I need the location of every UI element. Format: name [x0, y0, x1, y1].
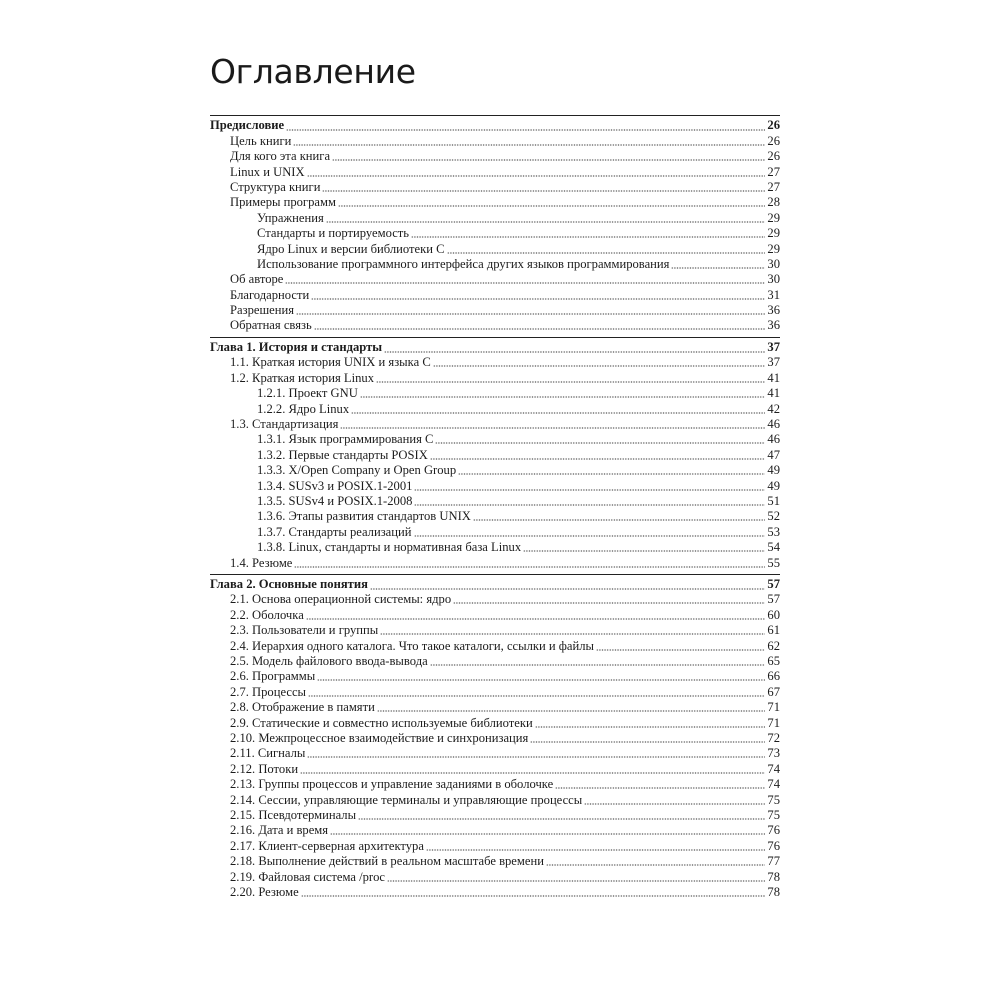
toc-subsection-entry[interactable]	[210, 524, 780, 539]
toc-section-entry[interactable]	[210, 684, 780, 699]
toc-page-number: 41	[767, 386, 780, 401]
toc-entry-title: 2.3. Пользователи и группы	[230, 623, 379, 638]
toc-page-number: 28	[767, 195, 780, 210]
toc-page-number: 29	[767, 241, 780, 256]
dot-leader	[433, 365, 766, 367]
dot-leader	[317, 679, 765, 681]
toc-page-number: 27	[767, 179, 780, 194]
toc-page-number: 31	[767, 287, 780, 302]
toc-page-number: 36	[767, 303, 780, 318]
toc-section-entry[interactable]	[210, 607, 780, 622]
dot-leader	[330, 833, 765, 835]
dot-leader	[306, 618, 766, 620]
toc-entry-title: Об авторе	[230, 272, 284, 287]
toc-section-entry[interactable]	[210, 623, 780, 638]
toc-entry-title: 2.4. Иерархия одного каталога. Что такое каталоги, ссылки и файлы	[230, 638, 595, 653]
toc-entry-title: 1.3.4. SUSv3 и POSIX.1-2001	[257, 478, 413, 493]
toc-page-number: 42	[767, 401, 780, 416]
toc-section-entry[interactable]	[210, 555, 780, 570]
dot-leader	[307, 175, 766, 177]
dot-leader	[596, 649, 765, 651]
toc-page-number: 49	[767, 463, 780, 478]
toc-entry-title: Цель книги	[230, 133, 292, 148]
toc-subsection-entry[interactable]	[210, 540, 780, 555]
toc-section-entry[interactable]	[210, 287, 780, 302]
toc-page-number: 46	[767, 432, 780, 447]
toc-subsection-entry[interactable]	[210, 432, 780, 447]
toc-section-entry[interactable]	[210, 869, 780, 884]
toc-entry-title: 1.3.1. Язык программирования С	[257, 432, 434, 447]
toc-entry-title: Предисловие	[210, 118, 285, 133]
toc-entry-title: 1.1. Краткая история UNIX и языка C	[230, 355, 431, 370]
toc-chapter-entry[interactable]	[210, 337, 780, 355]
toc-page-number: 61	[767, 623, 780, 638]
toc-page-number: 67	[767, 684, 780, 699]
toc-entry-title: Структура книги	[230, 179, 321, 194]
toc-section-entry[interactable]	[210, 272, 780, 287]
dot-leader	[308, 695, 765, 697]
toc-page-number: 49	[767, 478, 780, 493]
dot-leader	[296, 313, 765, 315]
toc-page-number: 46	[767, 417, 780, 431]
toc-entry-title: Обратная связь	[230, 318, 312, 333]
dot-leader	[426, 849, 765, 851]
toc-entry-title: 2.7. Процессы	[230, 684, 307, 699]
toc-subsection-entry[interactable]	[210, 210, 780, 225]
dot-leader	[360, 396, 766, 398]
toc-section-entry[interactable]	[210, 180, 780, 195]
toc-page-number: 74	[767, 777, 780, 792]
toc-page-number: 78	[767, 884, 780, 899]
toc-subsection-entry[interactable]	[210, 386, 780, 401]
toc-entry-title: 1.3. Стандартизация	[230, 417, 339, 431]
toc-page-number: 36	[767, 318, 780, 333]
toc-page-number: 77	[767, 854, 780, 869]
toc-section-entry[interactable]	[210, 715, 780, 730]
toc-page-number: 57	[767, 592, 780, 607]
toc-entry-title: Благодарности	[230, 287, 310, 302]
toc-page-number: 75	[767, 807, 780, 822]
toc-subsection-entry[interactable]	[210, 241, 780, 256]
toc-entry-title: Для кого эта книга	[230, 149, 331, 164]
toc-section-entry[interactable]	[210, 318, 780, 333]
dot-leader	[584, 803, 765, 805]
toc-section-entry[interactable]	[210, 669, 780, 684]
dot-leader	[546, 864, 765, 866]
toc-section-entry[interactable]	[210, 808, 780, 823]
toc-entry-title: 1.2.1. Проект GNU	[257, 386, 358, 401]
toc-subsection-entry[interactable]	[210, 509, 780, 524]
toc-page-number: 66	[767, 669, 780, 684]
dot-leader	[351, 412, 765, 414]
toc-section-entry[interactable]	[210, 731, 780, 746]
dot-leader	[340, 427, 765, 429]
dot-leader	[286, 129, 765, 131]
dot-leader	[414, 489, 765, 491]
toc-section-entry[interactable]	[210, 700, 780, 715]
toc-section-entry[interactable]	[210, 654, 780, 669]
toc-entry-title: 1.2.2. Ядро Linux	[257, 401, 350, 416]
dot-leader	[414, 535, 766, 537]
toc-entry-title: 2.19. Файловая система /proc	[230, 869, 386, 884]
dot-leader	[430, 664, 766, 666]
toc-subsection-entry[interactable]	[210, 257, 780, 272]
toc-page-number: 29	[767, 210, 780, 225]
dot-leader	[294, 566, 765, 568]
toc-entry-title: 1.3.3. X/Open Company и Open Group	[257, 463, 457, 478]
dot-leader	[387, 880, 765, 882]
toc-page-number: 41	[767, 370, 780, 385]
toc-page-number: 72	[767, 731, 780, 745]
toc-entry-title: Упражнения	[257, 210, 324, 225]
toc-page-number: 57	[767, 577, 780, 592]
dot-leader	[332, 159, 765, 161]
dot-leader	[380, 633, 765, 635]
dot-leader	[326, 221, 766, 223]
dot-leader	[338, 205, 765, 207]
toc-section-entry[interactable]	[210, 761, 780, 776]
toc-entry-title: Глава 1. История и стандарты	[210, 340, 383, 355]
dot-leader	[453, 602, 765, 604]
dot-leader	[473, 519, 766, 521]
dot-leader	[322, 190, 765, 192]
toc-subsection-entry[interactable]	[210, 226, 780, 241]
dot-leader	[314, 328, 766, 330]
toc-page-number: 62	[767, 638, 780, 653]
toc-page-number: 26	[767, 149, 780, 164]
toc-page-number: 55	[767, 555, 780, 570]
toc-subsection-entry[interactable]	[210, 447, 780, 462]
toc-entry-title: Стандарты и портируемость	[257, 226, 410, 241]
toc-section-entry[interactable]	[210, 164, 780, 179]
dot-leader	[293, 144, 765, 146]
toc-page-number: 52	[767, 509, 780, 524]
toc-section-entry[interactable]	[210, 417, 780, 432]
toc-page-number: 27	[767, 164, 780, 179]
dot-leader	[300, 772, 765, 774]
toc-entry-title: Разрешения	[230, 303, 295, 318]
toc-section-entry[interactable]	[210, 823, 780, 838]
toc-page-number: 29	[767, 226, 780, 241]
toc-page-number: 37	[767, 340, 780, 355]
toc-entry-title: Linux и UNIX	[230, 164, 305, 179]
toc-page-number: 30	[767, 272, 780, 287]
toc-entry-title: 2.15. Псевдотерминалы	[230, 807, 357, 822]
toc-entry-title: 2.6. Программы	[230, 669, 316, 684]
toc-entry-title: 2.1. Основа операционной системы: ядро	[230, 592, 452, 607]
toc-page-number: 74	[767, 761, 780, 776]
toc-section-entry[interactable]	[210, 370, 780, 385]
dot-leader	[307, 756, 765, 758]
toc-page-number: 75	[767, 792, 780, 807]
toc-section-entry[interactable]	[210, 303, 780, 318]
dot-leader	[411, 236, 765, 238]
table-of-contents	[210, 115, 780, 900]
dot-leader	[285, 282, 765, 284]
toc-entry-title: 2.16. Дата и время	[230, 823, 329, 838]
dot-leader	[530, 741, 765, 743]
toc-section-entry[interactable]	[210, 854, 780, 869]
toc-entry-title: 2.9. Статические и совместно используемые библиотеки	[230, 715, 533, 730]
toc-subsection-entry[interactable]	[210, 478, 780, 493]
toc-entry-title: 1.3.6. Этапы развития стандартов UNIX	[257, 509, 471, 524]
toc-entry-title: 1.3.2. Первые стандарты POSIX	[257, 447, 428, 462]
dot-leader	[370, 588, 765, 590]
toc-page-number: 26	[767, 118, 780, 133]
toc-subsection-entry[interactable]	[210, 494, 780, 509]
toc-entry-title: 1.3.8. Linux, стандарты и нормативная база Linux	[257, 540, 522, 555]
toc-chapter-entry[interactable]	[210, 574, 780, 592]
toc-entry-title: Использование программного интерфейса других языков программирования	[257, 256, 670, 271]
toc-section-entry[interactable]	[210, 838, 780, 853]
toc-entry-title: 2.13. Группы процессов и управление заданиями в оболочке	[230, 777, 554, 792]
dot-leader	[358, 818, 765, 820]
toc-entry-title: 1.3.5. SUSv4 и POSIX.1-2008	[257, 493, 413, 508]
toc-page-number: 76	[767, 823, 780, 838]
toc-page-number: 30	[767, 256, 780, 271]
toc-entry-title: 2.17. Клиент-серверная архитектура	[230, 838, 424, 853]
toc-page-number: 71	[767, 700, 780, 715]
toc-section-entry[interactable]	[210, 638, 780, 653]
toc-section-entry[interactable]	[210, 133, 780, 148]
toc-entry-title: 1.4. Резюме	[230, 555, 293, 570]
toc-entry-title: 1.2. Краткая история Linux	[230, 370, 374, 385]
toc-page-number: 47	[767, 447, 780, 462]
toc-entry-title: Ядро Linux и версии библиотеки С	[257, 241, 445, 256]
toc-page-number: 60	[767, 607, 780, 622]
page-title: Оглавление	[210, 52, 416, 91]
toc-section-entry[interactable]	[210, 792, 780, 807]
toc-page-number: 54	[767, 540, 780, 555]
toc-entry-title: 2.10. Межпроцессное взаимодействие и синхронизация	[230, 731, 529, 745]
toc-entry-title: 1.3.7. Стандарты реализаций	[257, 524, 412, 539]
toc-section-entry[interactable]	[210, 195, 780, 210]
toc-page-number: 65	[767, 654, 780, 669]
toc-section-entry[interactable]	[210, 149, 780, 164]
toc-entry-title: 2.14. Сессии, управляющие терминалы и управляющие процессы	[230, 792, 583, 807]
dot-leader	[376, 381, 765, 383]
toc-page-number: 26	[767, 133, 780, 148]
dot-leader	[523, 550, 765, 552]
toc-chapter-entry[interactable]	[210, 115, 780, 133]
toc-entry-title: 2.12. Потоки	[230, 761, 299, 776]
toc-page-number: 78	[767, 869, 780, 884]
toc-entry-title: Глава 2. Основные понятия	[210, 577, 368, 592]
toc-section-entry[interactable]	[210, 777, 780, 792]
toc-entry-title: 2.18. Выполнение действий в реальном масштабе времени	[230, 854, 544, 869]
dot-leader	[447, 252, 766, 254]
dot-leader	[458, 473, 765, 475]
toc-subsection-entry[interactable]	[210, 463, 780, 478]
toc-entry-title: 2.2. Оболочка	[230, 607, 304, 622]
dot-leader	[555, 787, 765, 789]
toc-subsection-entry[interactable]	[210, 401, 780, 416]
dot-leader	[301, 895, 766, 897]
dot-leader	[671, 267, 765, 269]
toc-entry-title: Примеры программ	[230, 195, 336, 210]
dot-leader	[384, 351, 765, 353]
toc-entry-title: 2.11. Сигналы	[230, 746, 306, 761]
toc-page-number: 76	[767, 838, 780, 853]
dot-leader	[377, 710, 766, 712]
toc-section-entry[interactable]	[210, 355, 780, 370]
dot-leader	[435, 442, 765, 444]
toc-entry-title: 2.8. Отображение в памяти	[230, 700, 375, 715]
dot-leader	[414, 504, 765, 506]
dot-leader	[430, 458, 766, 460]
toc-page-number: 71	[767, 715, 780, 730]
toc-page-number: 53	[767, 524, 780, 539]
toc-section-entry[interactable]	[210, 746, 780, 761]
toc-section-entry[interactable]	[210, 592, 780, 607]
dot-leader	[311, 298, 765, 300]
toc-page-number: 51	[767, 493, 780, 508]
toc-page-number: 37	[767, 355, 780, 370]
toc-entry-title: 2.20. Резюме	[230, 884, 299, 899]
toc-page-number: 73	[767, 746, 780, 761]
toc-section-entry[interactable]	[210, 885, 780, 900]
toc-entry-title: 2.5. Модель файлового ввода-вывода	[230, 654, 428, 669]
dot-leader	[535, 726, 766, 728]
